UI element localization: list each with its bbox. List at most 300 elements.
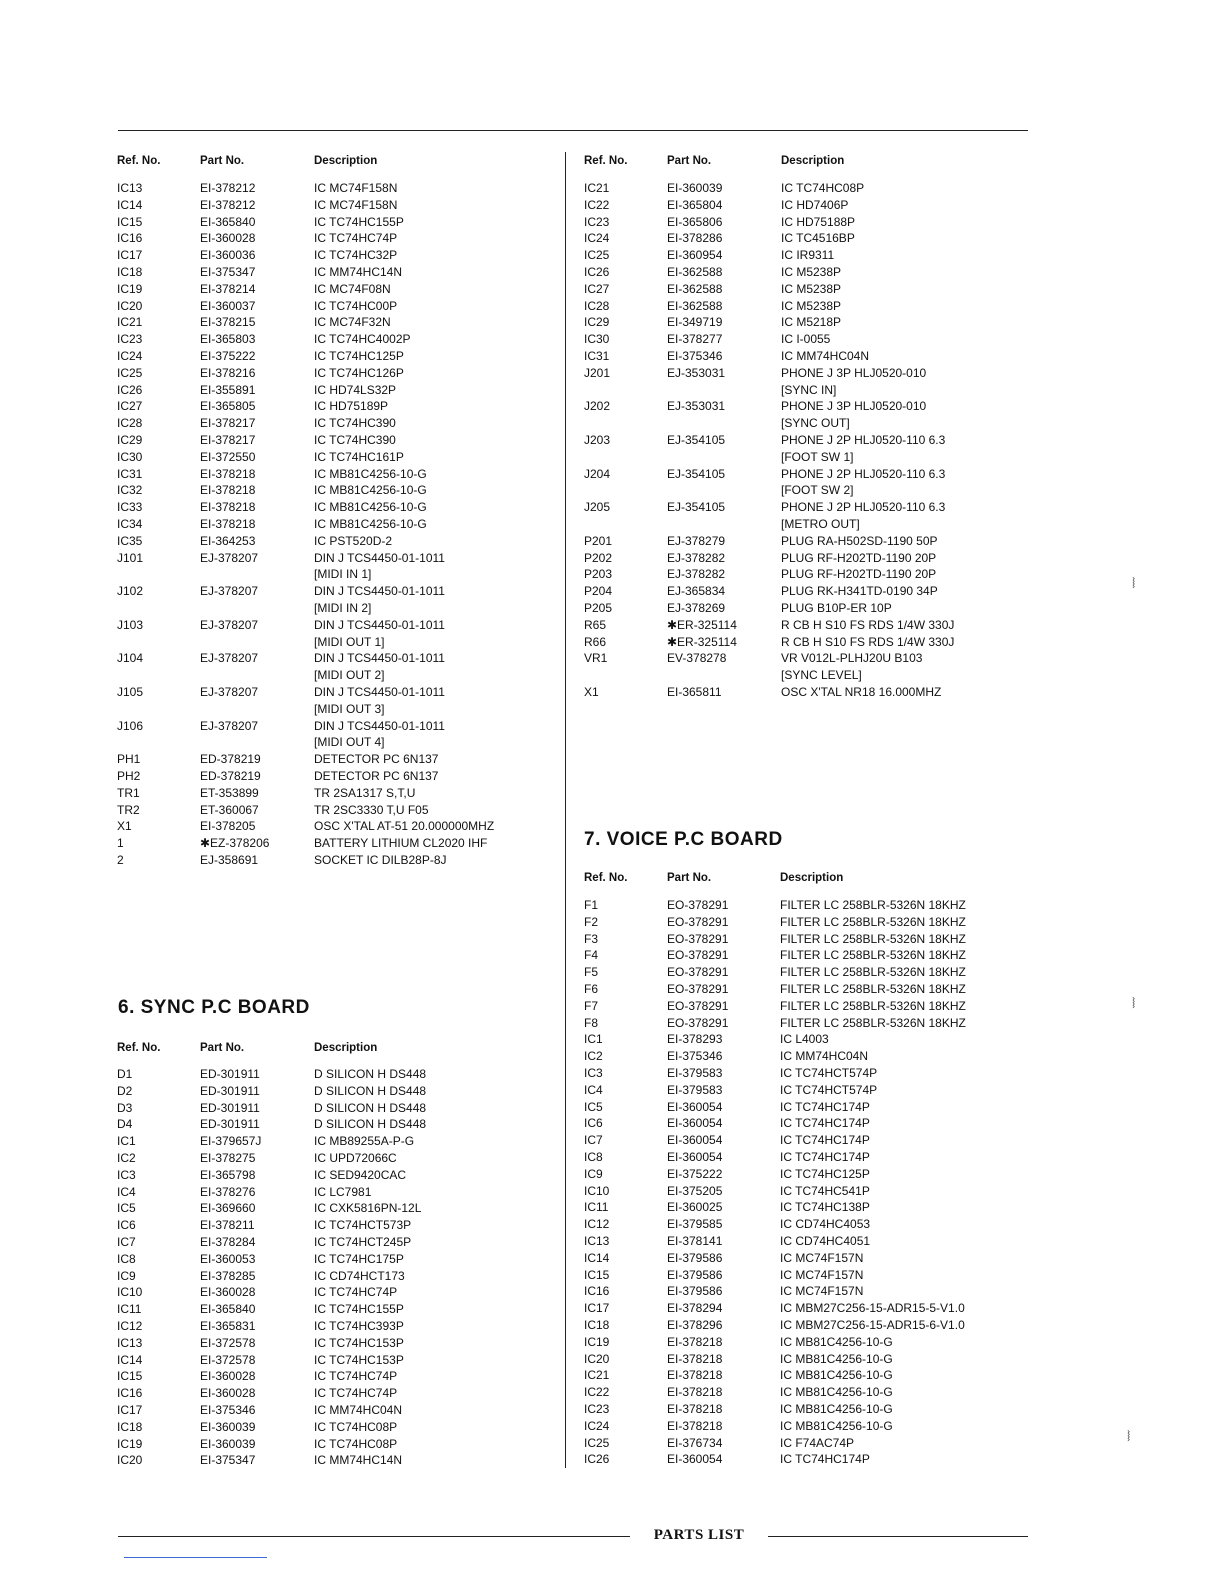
part-no: EI-365811 bbox=[667, 685, 722, 699]
description: TR 2SA1317 S,T,U bbox=[314, 785, 416, 800]
ref-no: IC24 bbox=[584, 231, 610, 246]
part-no: EI-378218 bbox=[200, 466, 256, 481]
ref-no: IC19 bbox=[117, 1436, 143, 1451]
header-part-no: Part No. bbox=[667, 155, 712, 167]
ref-no: IC5 bbox=[117, 1201, 136, 1216]
ref-no: IC14 bbox=[117, 197, 143, 212]
description: [MIDI IN 1] bbox=[314, 567, 372, 582]
part-no: EI-378218 bbox=[667, 1385, 723, 1400]
description: FILTER LC 258BLR-5326N 18KHZ bbox=[780, 931, 966, 946]
part-no: ED-301911 bbox=[200, 1117, 260, 1132]
description: IC F74AC74P bbox=[780, 1435, 855, 1450]
part-no: EI-375346 bbox=[667, 1049, 723, 1064]
part-no: EI-375205 bbox=[667, 1183, 723, 1198]
description: IC TC74HC125P bbox=[780, 1166, 870, 1181]
ref-no: IC35 bbox=[117, 533, 143, 548]
ref-no: P205 bbox=[584, 601, 613, 615]
part-no: EI-372550 bbox=[200, 449, 256, 464]
description: [MIDI OUT 1] bbox=[314, 634, 385, 649]
ref-no: IC18 bbox=[584, 1318, 610, 1332]
scan-mark: ⧘ bbox=[1132, 575, 1136, 592]
ref-no: F1 bbox=[584, 898, 599, 912]
part-no: EI-378296 bbox=[667, 1318, 723, 1332]
part-no: EI-378218 bbox=[667, 1402, 723, 1416]
section-7-title: 7. VOICE P.C BOARD bbox=[584, 829, 783, 850]
part-no: ET-353899 bbox=[200, 785, 259, 800]
ref-no: IC11 bbox=[584, 1200, 609, 1215]
description: IC MB81C4256-10-G bbox=[780, 1418, 893, 1433]
ref-no: F6 bbox=[584, 982, 599, 996]
ref-no: IC14 bbox=[584, 1250, 610, 1265]
description: D SILICON H DS448 bbox=[314, 1117, 427, 1132]
footer-rule-left bbox=[118, 1536, 630, 1537]
part-no: ED-301911 bbox=[200, 1083, 260, 1098]
description: IC TC74HC175P bbox=[314, 1251, 404, 1266]
part-no: EI-378218 bbox=[667, 1334, 723, 1349]
description: IC TC74HCT573P bbox=[314, 1218, 412, 1233]
description: IC MB89255A-P-G bbox=[314, 1134, 415, 1149]
description: [FOOT SW 1] bbox=[781, 449, 854, 464]
part-no: EI-378276 bbox=[200, 1184, 256, 1199]
ref-no: IC28 bbox=[584, 298, 610, 313]
description: IC TC74HC138P bbox=[780, 1200, 870, 1215]
ref-no: IC25 bbox=[584, 248, 610, 263]
ref-no: J204 bbox=[584, 466, 611, 481]
ref-no: IC10 bbox=[117, 1285, 143, 1300]
description: FILTER LC 258BLR-5326N 18KHZ bbox=[780, 948, 966, 963]
description: DIN J TCS4450-01-1011 bbox=[314, 718, 445, 733]
description: VR V012L-PLHJ20U B103 bbox=[781, 651, 923, 666]
ref-no: P204 bbox=[584, 584, 613, 599]
description: IC IR9311 bbox=[781, 248, 835, 263]
ref-no: IC16 bbox=[117, 1386, 143, 1401]
description: FILTER LC 258BLR-5326N 18KHZ bbox=[780, 982, 966, 996]
part-no: ED-378219 bbox=[200, 752, 261, 767]
ref-no: IC11 bbox=[117, 1302, 142, 1317]
ref-no: IC25 bbox=[584, 1435, 610, 1450]
ref-no: IC22 bbox=[584, 197, 610, 212]
description: IC MB81C4256-10-G bbox=[314, 500, 427, 515]
ref-no: IC10 bbox=[584, 1183, 610, 1198]
ref-no: J102 bbox=[117, 584, 144, 599]
part-no: EI-365804 bbox=[667, 197, 723, 212]
part-no: ED-301911 bbox=[200, 1067, 260, 1081]
ref-no: IC33 bbox=[117, 500, 143, 515]
ref-no: IC32 bbox=[117, 483, 143, 498]
description: IC SED9420CAC bbox=[314, 1167, 407, 1182]
part-no: EI-376734 bbox=[667, 1435, 723, 1450]
part-no: EI-355891 bbox=[200, 382, 256, 397]
ref-no: IC3 bbox=[117, 1167, 136, 1182]
description: IC TC74HC174P bbox=[780, 1116, 870, 1131]
scan-mark: ⧘ bbox=[1132, 995, 1136, 1012]
description: IC TC74HC153P bbox=[314, 1335, 404, 1350]
ref-no: IC6 bbox=[584, 1116, 603, 1131]
description: PHONE J 3P HLJ0520-010 bbox=[781, 399, 927, 414]
part-no: EI-378218 bbox=[200, 500, 256, 515]
ref-no: IC15 bbox=[117, 214, 143, 229]
ref-no: IC22 bbox=[584, 1385, 610, 1400]
description: IC TC74HCT574P bbox=[780, 1066, 878, 1080]
footer-rule-right bbox=[768, 1536, 1028, 1537]
ref-no: F4 bbox=[584, 948, 599, 963]
part-no: EI-378218 bbox=[667, 1351, 723, 1366]
header-part-no: Part No. bbox=[667, 872, 712, 884]
part-no: EI-378218 bbox=[667, 1368, 723, 1383]
ref-no: IC15 bbox=[117, 1369, 143, 1384]
description: IC MC74F157N bbox=[780, 1284, 864, 1299]
ref-no: IC8 bbox=[117, 1251, 136, 1266]
ref-no: 1 bbox=[117, 836, 124, 851]
description: [MIDI IN 2] bbox=[314, 601, 372, 615]
part-no: EI-379586 bbox=[667, 1250, 723, 1265]
description: R CB H S10 FS RDS 1/4W 330J bbox=[781, 617, 955, 632]
part-no: EI-365803 bbox=[200, 332, 256, 347]
part-no: EI-362588 bbox=[667, 265, 723, 279]
description: IC TC74HCT245P bbox=[314, 1235, 412, 1249]
ref-no: IC7 bbox=[584, 1133, 603, 1148]
description: PLUG B10P-ER 10P bbox=[781, 601, 892, 615]
part-no: EI-378217 bbox=[200, 416, 256, 431]
part-no: EI-378294 bbox=[667, 1301, 723, 1316]
ref-no: IC25 bbox=[117, 365, 143, 380]
header-part-no: Part No. bbox=[200, 1042, 245, 1054]
ref-no: IC16 bbox=[117, 231, 143, 246]
part-no: EI-375346 bbox=[200, 1403, 256, 1417]
description: D SILICON H DS448 bbox=[314, 1100, 427, 1115]
ref-no: F2 bbox=[584, 914, 599, 929]
description: FILTER LC 258BLR-5326N 18KHZ bbox=[780, 1015, 966, 1030]
ref-no: IC30 bbox=[117, 449, 143, 464]
description: DETECTOR PC 6N137 bbox=[314, 769, 439, 783]
part-no: EO-378291 bbox=[667, 1015, 729, 1030]
part-no: EI-360054 bbox=[667, 1150, 723, 1164]
ref-no: J105 bbox=[117, 685, 144, 699]
ref-no: P201 bbox=[584, 533, 613, 548]
ref-no: IC5 bbox=[584, 1099, 603, 1114]
part-no: EJ-353031 bbox=[667, 399, 726, 414]
description: PHONE J 2P HLJ0520-110 6.3 bbox=[781, 466, 946, 481]
description: IC MB81C4256-10-G bbox=[780, 1385, 893, 1400]
ref-no: IC2 bbox=[117, 1151, 136, 1165]
ref-no: J104 bbox=[117, 651, 144, 666]
ref-no: IC1 bbox=[584, 1032, 603, 1047]
part-no: EI-379657J bbox=[200, 1134, 262, 1149]
part-no: EI-360036 bbox=[200, 248, 256, 263]
ref-no: D2 bbox=[117, 1083, 133, 1098]
description: DETECTOR PC 6N137 bbox=[314, 752, 439, 767]
description: DIN J TCS4450-01-1011 bbox=[314, 685, 445, 699]
description: [MIDI OUT 3] bbox=[314, 701, 385, 716]
ref-no: IC8 bbox=[584, 1150, 603, 1164]
description: PLUG RF-H202TD-1190 20P bbox=[781, 550, 937, 565]
part-no: EI-378218 bbox=[667, 1418, 723, 1433]
description: IC MB81C4256-10-G bbox=[314, 517, 427, 531]
part-no: EJ-353031 bbox=[667, 365, 726, 380]
part-no: EO-378291 bbox=[667, 982, 729, 996]
ref-no: IC14 bbox=[117, 1352, 143, 1367]
ref-no: 2 bbox=[117, 853, 124, 867]
part-no: EI-379583 bbox=[667, 1082, 723, 1097]
ref-no: X1 bbox=[584, 685, 599, 699]
description: IC M5238P bbox=[781, 298, 842, 313]
part-no: EJ-378282 bbox=[667, 567, 726, 582]
description: SOCKET IC DILB28P-8J bbox=[314, 853, 447, 867]
part-no: EO-378291 bbox=[667, 898, 729, 912]
part-no: EI-379586 bbox=[667, 1267, 723, 1282]
description: DIN J TCS4450-01-1011 bbox=[314, 617, 445, 632]
description: PLUG RA-H502SD-1190 50P bbox=[781, 533, 938, 548]
footer-label: PARTS LIST bbox=[653, 1527, 745, 1543]
ref-no: P203 bbox=[584, 567, 613, 582]
ref-no: J201 bbox=[584, 365, 611, 380]
part-no: EI-378211 bbox=[200, 1218, 255, 1233]
description: IC TC74HC390 bbox=[314, 416, 396, 431]
ref-no: IC26 bbox=[584, 265, 610, 279]
ref-no: IC12 bbox=[117, 1319, 143, 1333]
ref-no: J103 bbox=[117, 617, 144, 632]
description: IC TC74HC4002P bbox=[314, 332, 411, 347]
part-no: EI-372578 bbox=[200, 1352, 256, 1367]
description: IC MC74F157N bbox=[780, 1250, 864, 1265]
description: IC TC4516BP bbox=[781, 231, 855, 246]
ref-no: R65 bbox=[584, 617, 607, 632]
ref-no: IC29 bbox=[584, 315, 610, 330]
ref-no: IC26 bbox=[584, 1452, 610, 1467]
description: IC TC74HC32P bbox=[314, 248, 398, 263]
part-no: EJ-378207 bbox=[200, 685, 259, 699]
description: IC TC74HC155P bbox=[314, 214, 404, 229]
description: IC TC74HC74P bbox=[314, 1369, 398, 1384]
description: [FOOT SW 2] bbox=[781, 483, 854, 498]
column-divider bbox=[565, 152, 566, 1468]
description: IC MC74F158N bbox=[314, 181, 398, 195]
part-no: EI-378214 bbox=[200, 281, 256, 296]
description: [SYNC IN] bbox=[781, 382, 837, 397]
part-no: EI-360054 bbox=[667, 1452, 723, 1467]
part-no: EI-379583 bbox=[667, 1066, 723, 1080]
ref-no: IC19 bbox=[584, 1334, 610, 1349]
description: D SILICON H DS448 bbox=[314, 1083, 427, 1098]
ref-no: D4 bbox=[117, 1117, 133, 1132]
part-no: EJ-378279 bbox=[667, 533, 726, 548]
description: IC TC74HC08P bbox=[314, 1436, 398, 1451]
part-no: EJ-354105 bbox=[667, 466, 726, 481]
ref-no: X1 bbox=[117, 819, 132, 834]
ref-no: IC17 bbox=[117, 248, 143, 263]
part-no: EI-379586 bbox=[667, 1284, 723, 1299]
description: R CB H S10 FS RDS 1/4W 330J bbox=[781, 634, 955, 649]
header-ref-no: Ref. No. bbox=[117, 1042, 161, 1054]
description: PHONE J 3P HLJ0520-010 bbox=[781, 365, 927, 380]
description: IC TC74HC153P bbox=[314, 1352, 404, 1367]
header-ref-no: Ref. No. bbox=[584, 872, 628, 884]
description: IC TC74HC174P bbox=[780, 1452, 870, 1467]
description: IC MM74HC14N bbox=[314, 1453, 403, 1468]
description: FILTER LC 258BLR-5326N 18KHZ bbox=[780, 898, 966, 912]
ref-no: IC31 bbox=[584, 349, 610, 363]
ref-no: IC28 bbox=[117, 416, 143, 431]
top-rule bbox=[118, 130, 1028, 131]
part-no: EI-365805 bbox=[200, 399, 256, 414]
description: IC TC74HC174P bbox=[780, 1150, 870, 1164]
part-no: EI-378212 bbox=[200, 197, 256, 212]
description: DIN J TCS4450-01-1011 bbox=[314, 550, 445, 565]
part-no: EI-378284 bbox=[200, 1235, 256, 1249]
ref-no: TR1 bbox=[117, 785, 140, 800]
description: IC CXK5816PN-12L bbox=[314, 1201, 422, 1216]
header-description: Description bbox=[781, 155, 845, 167]
description: IC TC74HC174P bbox=[780, 1133, 870, 1148]
part-no: EI-362588 bbox=[667, 281, 723, 296]
description: IC HD75189P bbox=[314, 399, 389, 414]
part-no: EI-365798 bbox=[200, 1167, 256, 1182]
part-no: EI-375347 bbox=[200, 265, 256, 279]
ref-no: D1 bbox=[117, 1067, 133, 1081]
part-no: EI-378212 bbox=[200, 181, 256, 195]
part-no: EI-360053 bbox=[200, 1251, 256, 1266]
part-no: EI-378218 bbox=[200, 483, 256, 498]
description: IC TC74HC174P bbox=[780, 1099, 870, 1114]
ref-no: IC6 bbox=[117, 1218, 136, 1233]
description: IC MB81C4256-10-G bbox=[780, 1334, 893, 1349]
description: IC HD74LS32P bbox=[314, 382, 397, 397]
ref-no: IC20 bbox=[584, 1351, 610, 1366]
ref-no: IC26 bbox=[117, 382, 143, 397]
ref-no: IC23 bbox=[584, 214, 610, 229]
description: IC TC74HC161P bbox=[314, 449, 404, 464]
part-no: EO-378291 bbox=[667, 914, 729, 929]
description: IC TC74HC08P bbox=[781, 181, 865, 195]
part-no: ✱ER-325114 bbox=[667, 634, 737, 649]
ref-no: F5 bbox=[584, 965, 599, 980]
ref-no: IC13 bbox=[584, 1234, 610, 1248]
ref-no: TR2 bbox=[117, 802, 140, 817]
ref-no: IC12 bbox=[584, 1217, 610, 1232]
description: IC UPD72066C bbox=[314, 1151, 397, 1165]
description: DIN J TCS4450-01-1011 bbox=[314, 651, 445, 666]
description: IC MC74F32N bbox=[314, 315, 391, 330]
ref-no: IC24 bbox=[584, 1418, 610, 1433]
description: IC TC74HC390 bbox=[314, 433, 396, 447]
description: IC MB81C4256-10-G bbox=[314, 466, 427, 481]
description: IC MB81C4256-10-G bbox=[780, 1351, 893, 1366]
description: [SYNC LEVEL] bbox=[781, 668, 862, 683]
part-no: EJ-365834 bbox=[667, 584, 726, 599]
ref-no: J205 bbox=[584, 500, 611, 515]
ref-no: IC4 bbox=[117, 1184, 136, 1199]
description: TR 2SC3330 T,U F05 bbox=[314, 802, 429, 817]
ref-no: IC19 bbox=[117, 281, 143, 296]
description: IC M5238P bbox=[781, 265, 842, 279]
description: IC HD7406P bbox=[781, 197, 849, 212]
description: BATTERY LITHIUM CL2020 IHF bbox=[314, 836, 488, 851]
ref-no: IC1 bbox=[117, 1134, 136, 1149]
part-no: EI-375346 bbox=[667, 349, 723, 363]
description: IC MC74F08N bbox=[314, 281, 391, 296]
description: OSC X'TAL AT-51 20.000000MHZ bbox=[314, 819, 495, 834]
blue-underline bbox=[124, 1557, 267, 1558]
description: FILTER LC 258BLR-5326N 18KHZ bbox=[780, 914, 966, 929]
part-no: EJ-378207 bbox=[200, 584, 259, 599]
part-no: EI-378275 bbox=[200, 1151, 256, 1165]
ref-no: F8 bbox=[584, 1015, 599, 1030]
ref-no: J101 bbox=[117, 550, 144, 565]
ref-no: IC13 bbox=[117, 1335, 143, 1350]
ref-no: IC2 bbox=[584, 1049, 603, 1064]
ref-no: R66 bbox=[584, 634, 607, 649]
description: IC TC74HC74P bbox=[314, 1386, 398, 1401]
part-no: EI-378205 bbox=[200, 819, 256, 834]
part-no: EV-378278 bbox=[667, 651, 727, 666]
header-ref-no: Ref. No. bbox=[117, 155, 161, 167]
ref-no: IC29 bbox=[117, 433, 143, 447]
ref-no: D3 bbox=[117, 1100, 133, 1115]
header-description: Description bbox=[314, 1042, 378, 1054]
scan-mark: ⧘ bbox=[1127, 1428, 1131, 1445]
description: FILTER LC 258BLR-5326N 18KHZ bbox=[780, 965, 966, 980]
description: IC PST520D-2 bbox=[314, 533, 393, 548]
description: IC MBM27C256-15-ADR15-5-V1.0 bbox=[780, 1301, 965, 1316]
part-no: EI-369660 bbox=[200, 1201, 256, 1216]
part-no: EI-360039 bbox=[200, 1436, 256, 1451]
part-no: EO-378291 bbox=[667, 998, 729, 1013]
header-part-no: Part No. bbox=[200, 155, 245, 167]
part-no: ED-378219 bbox=[200, 769, 261, 783]
part-no: EI-362588 bbox=[667, 298, 723, 313]
header-description: Description bbox=[314, 155, 378, 167]
part-no: EO-378291 bbox=[667, 965, 729, 980]
description: IC MC74F157N bbox=[780, 1267, 864, 1282]
part-no: EI-349719 bbox=[667, 315, 723, 330]
description: IC M5218P bbox=[781, 315, 842, 330]
description: IC LC7981 bbox=[314, 1184, 372, 1199]
description: IC CD74HC4051 bbox=[780, 1234, 871, 1248]
section-6-title: 6. SYNC P.C BOARD bbox=[118, 997, 310, 1018]
part-no: EI-360028 bbox=[200, 231, 256, 246]
part-no: EI-375347 bbox=[200, 1453, 256, 1468]
part-no: EI-378215 bbox=[200, 315, 256, 330]
description: IC TC74HCT574P bbox=[780, 1082, 878, 1097]
part-no: EI-378286 bbox=[667, 231, 723, 246]
part-no: EI-378218 bbox=[200, 517, 256, 531]
ref-no: IC20 bbox=[117, 298, 143, 313]
description: IC TC74HC125P bbox=[314, 349, 404, 363]
ref-no: IC23 bbox=[584, 1402, 610, 1416]
description: IC TC74HC00P bbox=[314, 298, 398, 313]
part-no: EI-365806 bbox=[667, 214, 723, 229]
ref-no: VR1 bbox=[584, 651, 608, 666]
part-no: EI-360028 bbox=[200, 1386, 256, 1401]
description: IC TC74HC74P bbox=[314, 231, 398, 246]
ref-no: IC31 bbox=[117, 466, 143, 481]
part-no: EI-378217 bbox=[200, 433, 256, 447]
part-no: EI-379585 bbox=[667, 1217, 723, 1232]
part-no: EI-360054 bbox=[667, 1099, 723, 1114]
part-no: EI-378285 bbox=[200, 1268, 256, 1283]
ref-no: IC16 bbox=[584, 1284, 610, 1299]
ref-no: F3 bbox=[584, 931, 599, 946]
description: D SILICON H DS448 bbox=[314, 1067, 427, 1081]
ref-no: IC21 bbox=[584, 181, 610, 195]
part-no: EJ-378282 bbox=[667, 550, 726, 565]
part-no: EI-378277 bbox=[667, 332, 723, 347]
ref-no: J202 bbox=[584, 399, 611, 414]
description: IC TC74HC393P bbox=[314, 1319, 404, 1333]
description: [MIDI OUT 4] bbox=[314, 735, 385, 750]
description: IC TC74HC155P bbox=[314, 1302, 404, 1317]
part-no: EI-360037 bbox=[200, 298, 256, 313]
